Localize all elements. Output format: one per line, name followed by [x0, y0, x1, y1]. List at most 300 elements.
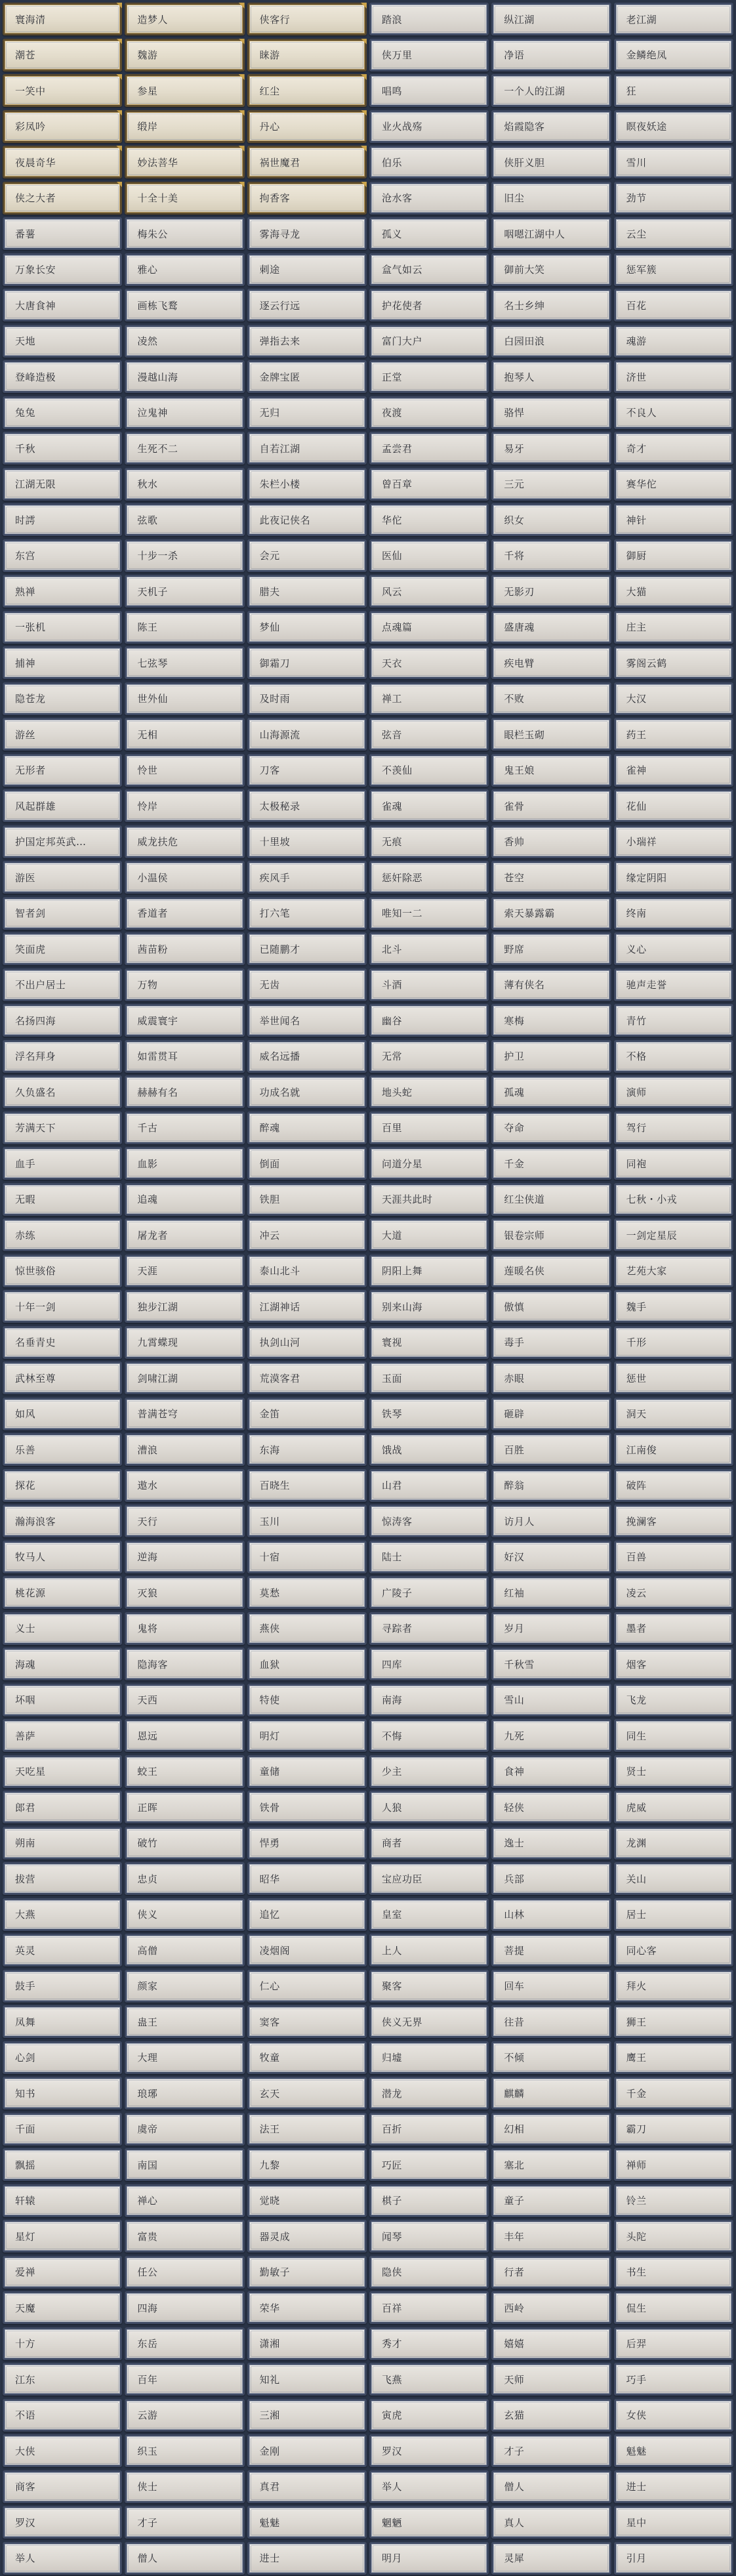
title-cell[interactable] — [3, 1111, 122, 1144]
title-cell[interactable] — [614, 1576, 733, 1609]
title-cell[interactable] — [3, 968, 122, 1001]
title-cell[interactable] — [369, 217, 489, 250]
title-cell[interactable] — [491, 1684, 611, 1716]
title-cell[interactable] — [491, 1612, 611, 1645]
title-cell[interactable] — [3, 1004, 122, 1037]
title-cell[interactable] — [3, 1755, 122, 1788]
title-cell[interactable] — [3, 2077, 122, 2109]
title-cell[interactable] — [125, 1576, 244, 1609]
title-cell[interactable] — [125, 360, 244, 393]
title-cell[interactable] — [614, 39, 733, 72]
title-cell[interactable] — [3, 1040, 122, 1073]
title-cell[interactable] — [3, 1398, 122, 1430]
title-cell[interactable] — [614, 2399, 733, 2432]
title-cell[interactable] — [3, 110, 122, 143]
title-cell[interactable] — [614, 503, 733, 536]
title-cell[interactable] — [491, 825, 611, 858]
title-cell[interactable] — [614, 575, 733, 608]
title-cell[interactable] — [247, 1075, 367, 1108]
title-cell[interactable] — [369, 1218, 489, 1251]
title-cell[interactable] — [491, 2148, 611, 2181]
title-cell[interactable] — [369, 2184, 489, 2217]
title-cell[interactable] — [491, 2399, 611, 2432]
title-cell[interactable] — [3, 825, 122, 858]
title-cell[interactable] — [614, 2041, 733, 2074]
title-cell[interactable] — [125, 2256, 244, 2289]
title-cell[interactable] — [125, 2399, 244, 2432]
title-cell[interactable] — [125, 2327, 244, 2360]
title-cell[interactable] — [125, 1862, 244, 1895]
title-cell[interactable] — [3, 861, 122, 894]
title-cell[interactable] — [369, 2077, 489, 2109]
title-cell[interactable] — [614, 2005, 733, 2038]
title-cell[interactable] — [491, 3, 611, 35]
title-cell[interactable] — [369, 646, 489, 679]
title-cell[interactable] — [125, 503, 244, 536]
title-cell[interactable] — [614, 897, 733, 930]
title-cell[interactable] — [369, 1755, 489, 1788]
title-cell[interactable] — [491, 146, 611, 178]
title-cell[interactable] — [614, 825, 733, 858]
title-cell[interactable] — [614, 1004, 733, 1037]
title-cell[interactable] — [614, 1862, 733, 1895]
title-cell[interactable] — [125, 1040, 244, 1073]
title-cell[interactable] — [3, 253, 122, 286]
title-cell[interactable] — [491, 1469, 611, 1502]
title-cell[interactable] — [491, 1183, 611, 1216]
title-cell[interactable] — [491, 1719, 611, 1752]
title-cell[interactable] — [247, 2470, 367, 2503]
title-cell[interactable] — [369, 932, 489, 965]
title-cell[interactable] — [491, 289, 611, 322]
title-cell[interactable] — [3, 789, 122, 822]
title-cell[interactable] — [125, 1684, 244, 1716]
title-cell[interactable] — [125, 932, 244, 965]
title-cell[interactable] — [125, 1469, 244, 1502]
title-cell[interactable] — [369, 1183, 489, 1216]
title-cell[interactable] — [247, 1934, 367, 1966]
title-cell[interactable] — [614, 2077, 733, 2109]
title-cell[interactable] — [125, 3, 244, 35]
title-cell[interactable] — [614, 2470, 733, 2503]
title-cell[interactable] — [247, 360, 367, 393]
title-cell[interactable] — [369, 1791, 489, 1823]
title-cell[interactable] — [247, 789, 367, 822]
title-cell[interactable] — [247, 1040, 367, 1073]
title-cell[interactable] — [491, 1004, 611, 1037]
title-cell[interactable] — [247, 1218, 367, 1251]
title-cell[interactable] — [247, 2399, 367, 2432]
title-cell[interactable] — [491, 182, 611, 215]
title-cell[interactable] — [247, 468, 367, 501]
title-cell[interactable] — [491, 1898, 611, 1931]
title-cell[interactable] — [491, 1255, 611, 1287]
title-cell[interactable] — [3, 2399, 122, 2432]
title-cell[interactable] — [3, 1862, 122, 1895]
title-cell[interactable] — [125, 1612, 244, 1645]
title-cell[interactable] — [491, 1040, 611, 1073]
title-cell[interactable] — [125, 74, 244, 107]
title-cell[interactable] — [247, 1612, 367, 1645]
title-cell[interactable] — [369, 1290, 489, 1323]
title-cell[interactable] — [125, 468, 244, 501]
title-cell[interactable] — [614, 396, 733, 429]
title-cell[interactable] — [125, 2506, 244, 2539]
title-cell[interactable] — [125, 1791, 244, 1823]
title-cell[interactable] — [369, 897, 489, 930]
title-cell[interactable] — [369, 2327, 489, 2360]
title-cell[interactable] — [125, 2363, 244, 2396]
title-cell[interactable] — [3, 2363, 122, 2396]
title-cell[interactable] — [3, 2113, 122, 2146]
title-cell[interactable] — [369, 253, 489, 286]
title-cell[interactable] — [369, 2041, 489, 2074]
title-cell[interactable] — [614, 3, 733, 35]
title-cell[interactable] — [247, 646, 367, 679]
title-cell[interactable] — [614, 1898, 733, 1931]
title-cell[interactable] — [614, 646, 733, 679]
title-cell[interactable] — [614, 968, 733, 1001]
title-cell[interactable] — [3, 74, 122, 107]
title-cell[interactable] — [614, 718, 733, 751]
title-cell[interactable] — [3, 897, 122, 930]
title-cell[interactable] — [614, 2506, 733, 2539]
title-cell[interactable] — [125, 1433, 244, 1466]
title-cell[interactable] — [369, 2470, 489, 2503]
title-cell[interactable] — [125, 1934, 244, 1966]
title-cell[interactable] — [369, 2363, 489, 2396]
title-cell[interactable] — [125, 1326, 244, 1359]
title-cell[interactable] — [369, 503, 489, 536]
title-cell[interactable] — [125, 1755, 244, 1788]
title-cell[interactable] — [247, 1791, 367, 1823]
title-cell[interactable] — [125, 182, 244, 215]
title-cell[interactable] — [491, 861, 611, 894]
title-cell[interactable] — [3, 1433, 122, 1466]
title-cell[interactable] — [247, 861, 367, 894]
title-cell[interactable] — [614, 611, 733, 644]
title-cell[interactable] — [614, 2542, 733, 2575]
title-cell[interactable] — [3, 289, 122, 322]
title-cell[interactable] — [369, 2148, 489, 2181]
title-cell[interactable] — [491, 789, 611, 822]
title-cell[interactable] — [247, 1719, 367, 1752]
title-cell[interactable] — [369, 325, 489, 358]
title-cell[interactable] — [3, 1576, 122, 1609]
title-cell[interactable] — [247, 432, 367, 465]
title-cell[interactable] — [369, 575, 489, 608]
title-cell[interactable] — [369, 1469, 489, 1502]
title-cell[interactable] — [491, 932, 611, 965]
title-cell[interactable] — [247, 1541, 367, 1573]
title-cell[interactable] — [614, 1719, 733, 1752]
title-cell[interactable] — [491, 503, 611, 536]
title-cell[interactable] — [491, 1648, 611, 1680]
title-cell[interactable] — [369, 2256, 489, 2289]
title-cell[interactable] — [125, 1218, 244, 1251]
title-cell[interactable] — [247, 2291, 367, 2324]
title-cell[interactable] — [247, 1469, 367, 1502]
title-cell[interactable] — [491, 2363, 611, 2396]
title-cell[interactable] — [125, 2434, 244, 2467]
title-cell[interactable] — [125, 1183, 244, 1216]
title-cell[interactable] — [614, 1326, 733, 1359]
title-cell[interactable] — [125, 432, 244, 465]
title-cell[interactable] — [247, 1898, 367, 1931]
title-cell[interactable] — [614, 1111, 733, 1144]
title-cell[interactable] — [247, 182, 367, 215]
title-cell[interactable] — [247, 2148, 367, 2181]
title-cell[interactable] — [614, 1398, 733, 1430]
title-cell[interactable] — [247, 1576, 367, 1609]
title-cell[interactable] — [247, 1648, 367, 1680]
title-cell[interactable] — [491, 1147, 611, 1180]
title-cell[interactable] — [491, 1541, 611, 1573]
title-cell[interactable] — [247, 289, 367, 322]
title-cell[interactable] — [3, 1648, 122, 1680]
title-cell[interactable] — [3, 1183, 122, 1216]
title-cell[interactable] — [3, 468, 122, 501]
title-cell[interactable] — [125, 575, 244, 608]
title-cell[interactable] — [247, 2434, 367, 2467]
title-cell[interactable] — [369, 1326, 489, 1359]
title-cell[interactable] — [247, 1862, 367, 1895]
title-cell[interactable] — [3, 1075, 122, 1108]
title-cell[interactable] — [614, 146, 733, 178]
title-cell[interactable] — [369, 754, 489, 787]
title-cell[interactable] — [247, 1111, 367, 1144]
title-cell[interactable] — [125, 754, 244, 787]
title-cell[interactable] — [3, 2434, 122, 2467]
title-cell[interactable] — [369, 611, 489, 644]
title-cell[interactable] — [369, 2434, 489, 2467]
title-cell[interactable] — [614, 2220, 733, 2253]
title-cell[interactable] — [247, 1505, 367, 1537]
title-cell[interactable] — [3, 39, 122, 72]
title-cell[interactable] — [125, 325, 244, 358]
title-cell[interactable] — [369, 3, 489, 35]
title-cell[interactable] — [125, 646, 244, 679]
title-cell[interactable] — [247, 2542, 367, 2575]
title-cell[interactable] — [369, 468, 489, 501]
title-cell[interactable] — [491, 897, 611, 930]
title-cell[interactable] — [491, 1075, 611, 1108]
title-cell[interactable] — [125, 39, 244, 72]
title-cell[interactable] — [369, 1576, 489, 1609]
title-cell[interactable] — [369, 1398, 489, 1430]
title-cell[interactable] — [125, 718, 244, 751]
title-cell[interactable] — [369, 1255, 489, 1287]
title-cell[interactable] — [247, 1183, 367, 1216]
title-cell[interactable] — [369, 2005, 489, 2038]
title-cell[interactable] — [614, 2291, 733, 2324]
title-cell[interactable] — [614, 1791, 733, 1823]
title-cell[interactable] — [491, 253, 611, 286]
title-cell[interactable] — [3, 2220, 122, 2253]
title-cell[interactable] — [491, 396, 611, 429]
title-cell[interactable] — [125, 2470, 244, 2503]
title-cell[interactable] — [247, 146, 367, 178]
title-cell[interactable] — [369, 1004, 489, 1037]
title-cell[interactable] — [247, 611, 367, 644]
title-cell[interactable] — [614, 1183, 733, 1216]
title-cell[interactable] — [369, 718, 489, 751]
title-cell[interactable] — [491, 2506, 611, 2539]
title-cell[interactable] — [491, 1361, 611, 1394]
title-cell[interactable] — [614, 1075, 733, 1108]
title-cell[interactable] — [369, 74, 489, 107]
title-cell[interactable] — [247, 74, 367, 107]
title-cell[interactable] — [3, 718, 122, 751]
title-cell[interactable] — [125, 1827, 244, 1859]
title-cell[interactable] — [125, 1898, 244, 1931]
title-cell[interactable] — [125, 1648, 244, 1680]
title-cell[interactable] — [125, 1361, 244, 1394]
title-cell[interactable] — [369, 182, 489, 215]
title-cell[interactable] — [369, 861, 489, 894]
title-cell[interactable] — [491, 1934, 611, 1966]
title-cell[interactable] — [3, 1505, 122, 1537]
title-cell[interactable] — [3, 682, 122, 715]
title-cell[interactable] — [247, 825, 367, 858]
title-cell[interactable] — [491, 1970, 611, 2003]
title-cell[interactable] — [614, 74, 733, 107]
title-cell[interactable] — [247, 110, 367, 143]
title-cell[interactable] — [125, 1290, 244, 1323]
title-cell[interactable] — [3, 2542, 122, 2575]
title-cell[interactable] — [491, 2256, 611, 2289]
title-cell[interactable] — [247, 2256, 367, 2289]
title-cell[interactable] — [247, 217, 367, 250]
title-cell[interactable] — [491, 1398, 611, 1430]
title-cell[interactable] — [3, 539, 122, 572]
title-cell[interactable] — [369, 1648, 489, 1680]
title-cell[interactable] — [614, 2363, 733, 2396]
title-cell[interactable] — [491, 110, 611, 143]
title-cell[interactable] — [125, 968, 244, 1001]
title-cell[interactable] — [125, 289, 244, 322]
title-cell[interactable] — [614, 1505, 733, 1537]
title-cell[interactable] — [247, 1433, 367, 1466]
title-cell[interactable] — [491, 1326, 611, 1359]
title-cell[interactable] — [247, 1361, 367, 1394]
title-cell[interactable] — [3, 1934, 122, 1966]
title-cell[interactable] — [369, 360, 489, 393]
title-cell[interactable] — [369, 1505, 489, 1537]
title-cell[interactable] — [247, 2327, 367, 2360]
title-cell[interactable] — [491, 2184, 611, 2217]
title-cell[interactable] — [125, 2041, 244, 2074]
title-cell[interactable] — [247, 396, 367, 429]
title-cell[interactable] — [125, 1541, 244, 1573]
title-cell[interactable] — [247, 325, 367, 358]
title-cell[interactable] — [125, 1398, 244, 1430]
title-cell[interactable] — [125, 2005, 244, 2038]
title-cell[interactable] — [125, 2184, 244, 2217]
title-cell[interactable] — [491, 1862, 611, 1895]
title-cell[interactable] — [491, 682, 611, 715]
title-cell[interactable] — [614, 1147, 733, 1180]
title-cell[interactable] — [3, 2041, 122, 2074]
title-cell[interactable] — [614, 2113, 733, 2146]
title-cell[interactable] — [491, 968, 611, 1001]
title-cell[interactable] — [125, 1111, 244, 1144]
title-cell[interactable] — [369, 1862, 489, 1895]
title-cell[interactable] — [614, 325, 733, 358]
title-cell[interactable] — [125, 611, 244, 644]
title-cell[interactable] — [614, 1541, 733, 1573]
title-cell[interactable] — [125, 1147, 244, 1180]
title-cell[interactable] — [491, 1111, 611, 1144]
title-cell[interactable] — [125, 789, 244, 822]
title-cell[interactable] — [491, 575, 611, 608]
title-cell[interactable] — [491, 39, 611, 72]
title-cell[interactable] — [125, 2291, 244, 2324]
title-cell[interactable] — [247, 575, 367, 608]
title-cell[interactable] — [614, 1433, 733, 1466]
title-cell[interactable] — [614, 932, 733, 965]
title-cell[interactable] — [614, 1218, 733, 1251]
title-cell[interactable] — [614, 1040, 733, 1073]
title-cell[interactable] — [3, 1361, 122, 1394]
title-cell[interactable] — [369, 432, 489, 465]
title-cell[interactable] — [369, 110, 489, 143]
title-cell[interactable] — [491, 2291, 611, 2324]
title-cell[interactable] — [614, 1612, 733, 1645]
title-cell[interactable] — [3, 1255, 122, 1287]
title-cell[interactable] — [247, 2005, 367, 2038]
title-cell[interactable] — [3, 2184, 122, 2217]
title-cell[interactable] — [369, 1612, 489, 1645]
title-cell[interactable] — [247, 3, 367, 35]
title-cell[interactable] — [614, 1361, 733, 1394]
title-cell[interactable] — [125, 110, 244, 143]
title-cell[interactable] — [369, 396, 489, 429]
title-cell[interactable] — [614, 861, 733, 894]
title-cell[interactable] — [3, 575, 122, 608]
title-cell[interactable] — [614, 2184, 733, 2217]
title-cell[interactable] — [614, 432, 733, 465]
title-cell[interactable] — [125, 682, 244, 715]
title-cell[interactable] — [3, 325, 122, 358]
title-cell[interactable] — [3, 1684, 122, 1716]
title-cell[interactable] — [3, 182, 122, 215]
title-cell[interactable] — [247, 2077, 367, 2109]
title-cell[interactable] — [247, 539, 367, 572]
title-cell[interactable] — [247, 932, 367, 965]
title-cell[interactable] — [125, 897, 244, 930]
title-cell[interactable] — [125, 217, 244, 250]
title-cell[interactable] — [369, 539, 489, 572]
title-cell[interactable] — [491, 1576, 611, 1609]
title-cell[interactable] — [614, 754, 733, 787]
title-cell[interactable] — [3, 1469, 122, 1502]
title-cell[interactable] — [491, 2041, 611, 2074]
title-cell[interactable] — [614, 110, 733, 143]
title-cell[interactable] — [369, 289, 489, 322]
title-cell[interactable] — [491, 2434, 611, 2467]
title-cell[interactable] — [491, 432, 611, 465]
title-cell[interactable] — [614, 1648, 733, 1680]
title-cell[interactable] — [3, 2327, 122, 2360]
title-cell[interactable] — [369, 1898, 489, 1931]
title-cell[interactable] — [247, 1290, 367, 1323]
title-cell[interactable] — [247, 2220, 367, 2253]
title-cell[interactable] — [614, 1255, 733, 1287]
title-cell[interactable] — [369, 2399, 489, 2432]
title-cell[interactable] — [3, 1218, 122, 1251]
title-cell[interactable] — [614, 2327, 733, 2360]
